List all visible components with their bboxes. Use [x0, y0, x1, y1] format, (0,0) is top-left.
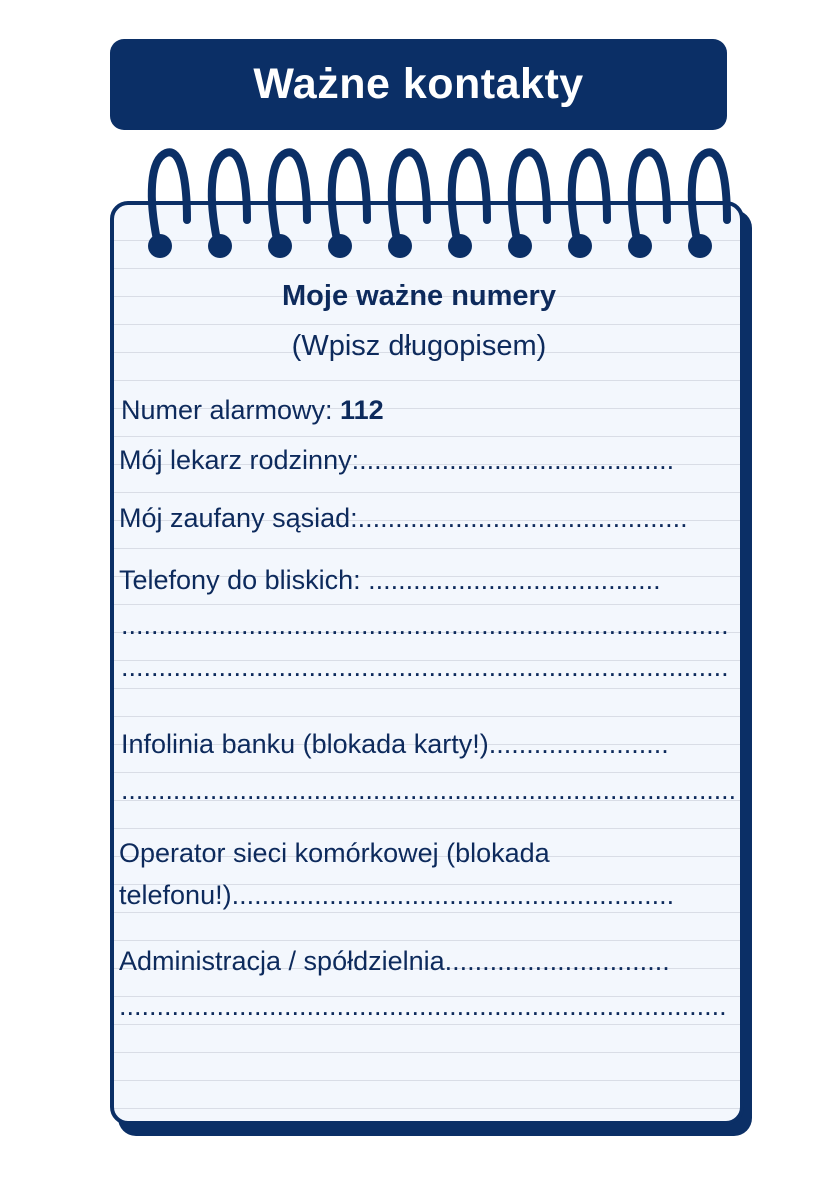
alarm-number: 112	[340, 395, 384, 425]
neighbor-entry: Mój zaufany sąsiad:............................................	[119, 503, 688, 533]
administration-blank-line-2: .................................................................................	[119, 991, 727, 1021]
doctor-entry: Mój lekarz rodzinny:..........................................	[119, 445, 675, 475]
alarm-number-entry	[121, 395, 384, 426]
alarm-label: Numer alarmowy:	[121, 395, 341, 425]
operator-entry-line-2: telefonu!)...........................................................	[119, 880, 675, 910]
page-title: Ważne kontakty	[253, 60, 584, 108]
relatives-blank-line-3: .................................................................................	[121, 652, 729, 682]
bank-blank-line-2: ...................................................................................	[121, 775, 736, 805]
relatives-blank-line-2: .................................................................................	[121, 610, 729, 640]
administration-entry: Administracja / spółdzielnia..............................	[119, 946, 670, 976]
bank-entry: Infolinia banku (blokada karty!)........................	[121, 729, 669, 759]
notepad-subheading: (Wpisz długopisem)	[291, 330, 547, 362]
relatives-entry: Telefony do bliskich: .......................................	[119, 565, 661, 595]
operator-entry-line-1: Operator sieci komórkowej (blokada	[119, 838, 550, 868]
title-banner	[110, 39, 727, 130]
notepad-heading: Moje ważne numery	[282, 280, 556, 312]
